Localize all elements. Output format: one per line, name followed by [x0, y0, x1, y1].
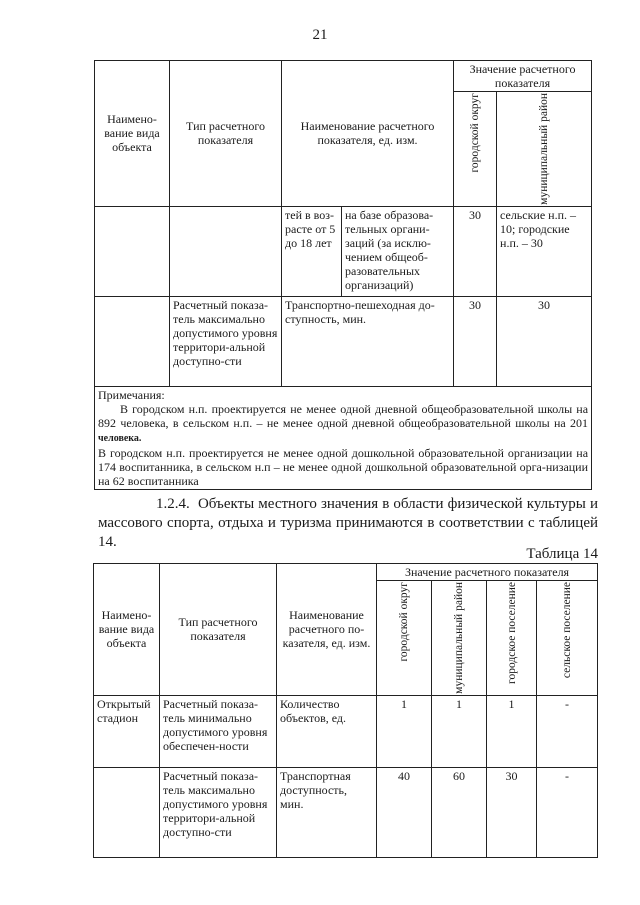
- t2-header-col-city: городской округ: [377, 581, 432, 696]
- section-paragraph: [98, 495, 598, 552]
- page-number: 21: [312, 27, 328, 43]
- t2-row1-type: Расчетный показа-тель минимально допустимого уровня обеспечен-ности: [160, 695, 277, 767]
- row2-name: Транспортно-пешеходная до-ступность, мин.: [282, 296, 454, 386]
- t2-row2-type: Расчетный показа-тель максимально допустимого уровня территори-альной доступно-сти: [160, 767, 277, 857]
- t2-row1-city: 1: [377, 695, 432, 767]
- table-2: [93, 563, 598, 858]
- t2-row1-district: 1: [432, 695, 487, 767]
- t2-header-value-group: Значение расчетного показателя: [377, 564, 598, 581]
- header-col-district: муниципальный район: [497, 92, 592, 207]
- row1-object: [95, 206, 170, 296]
- row2-city-value: 30: [454, 296, 497, 386]
- t2-row1-rural: -: [537, 695, 598, 767]
- t2-row1-urban: 1: [487, 695, 537, 767]
- t2-row2-urban: 30: [487, 767, 537, 857]
- row2-object: [95, 296, 170, 386]
- t2-row2-object: [94, 767, 160, 857]
- row2-type: Расчетный показа-тель максимально допустимого уровня территори-альной доступно-сти: [170, 296, 282, 386]
- notes-line-1: В городском н.п. проектируется не менее одной дневной общеобразовательной школы на 892 человека, в сельском н.п. – не менее одной дневной общеобразовательной школы на 201 человека.: [98, 401, 589, 444]
- t2-header-col-district: муниципальный район: [432, 581, 487, 696]
- row1-name-left: тей в воз-расте от 5 до 18 лет: [282, 206, 342, 296]
- row1-name-right: на базе образова-тельных органи-заций (за исклю-чением общеоб-разовательных организаций): [342, 206, 454, 296]
- t2-header-object-type: Наимено-вание вида объекта: [94, 564, 160, 696]
- t2-row2-city: 40: [377, 767, 432, 857]
- row1-type: [170, 206, 282, 296]
- header-value-group: Значение расчетного показателя: [454, 61, 592, 92]
- row1-city-value: 30: [454, 206, 497, 296]
- t2-header-indicator-type: Тип расчетного показателя: [160, 564, 277, 696]
- table-caption: Таблица 14: [526, 546, 598, 562]
- section-number: 1.2.4.: [156, 496, 190, 512]
- t2-header-col-urban: городское поселение: [487, 581, 537, 696]
- header-indicator-type: Тип расчетного показателя: [170, 61, 282, 207]
- t2-row1-object: Открытый стадион: [94, 695, 160, 767]
- header-col-city: городской округ: [454, 92, 497, 207]
- section-text: Объекты местного значения в области физической культуры и массового спорта, отдыха и туризма принимаются в соответствии с таблицей 14.: [98, 496, 599, 550]
- row2-district-value: 30: [497, 296, 592, 386]
- t2-row2-rural: -: [537, 767, 598, 857]
- notes-title: Примечания:: [98, 387, 165, 402]
- t2-row2-district: 60: [432, 767, 487, 857]
- header-object-type: Наимено-вание вида объекта: [95, 61, 170, 207]
- t2-header-col-rural: сельское поселение: [537, 581, 598, 696]
- t2-row2-name: Транспортная доступность, мин.: [277, 767, 377, 857]
- table-1: [94, 60, 592, 490]
- header-indicator-name: Наименование расчетного показателя, ед. изм.: [282, 61, 454, 207]
- t2-header-indicator-name: Наименование расчетного по-казателя, ед. изм.: [277, 564, 377, 696]
- table-notes: [95, 386, 592, 489]
- notes-line-2: В городском н.п. проектируется не менее одной дошкольной образовательной организации на 174 воспитанника, в сельском н.п – не менее одной дошкольной образовательной орга-низации на 62 воспитанника: [98, 445, 589, 488]
- row1-district-value: сельские н.п. – 10; городские н.п. – 30: [497, 206, 592, 296]
- t2-row1-name: Количество объектов, ед.: [277, 695, 377, 767]
